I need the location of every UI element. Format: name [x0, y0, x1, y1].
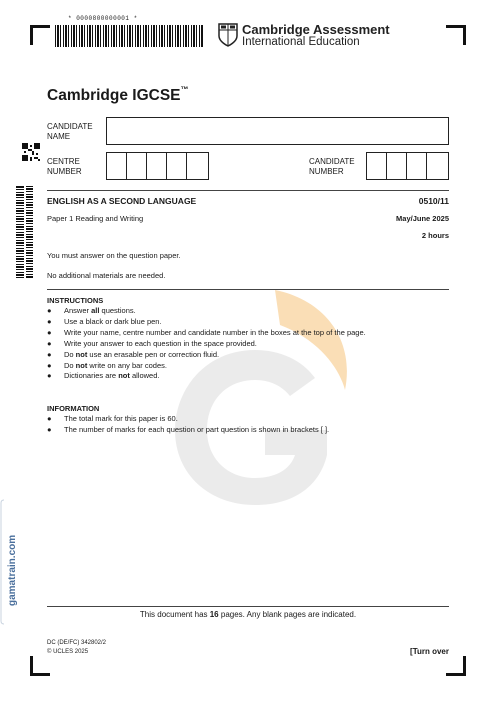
instruction-text: allowed. [129, 371, 160, 381]
page-count-post: pages. Any blank pages are indicated. [218, 610, 357, 619]
centre-number-label [47, 157, 82, 177]
crop-mark-bottom-left [30, 656, 50, 676]
syllabus-code: 0510/11 [418, 196, 449, 206]
divider [47, 606, 449, 607]
centre-number-label-line2: NUMBER [47, 167, 82, 176]
candidate-number-digit-box[interactable] [426, 152, 449, 180]
instruction-text: Answer [64, 306, 92, 315]
gamatrain-side-watermark [0, 498, 22, 626]
centre-number-digit-box[interactable] [166, 152, 187, 180]
instruction-item: ● Do not write on any bar codes. [47, 360, 167, 370]
logo-title: Cambridge Assessment [242, 22, 390, 37]
centre-number-digit-box[interactable] [146, 152, 167, 180]
instruction-text: write on any bar codes. [87, 360, 167, 370]
document-reference: DC (DE/FC) 342802/2 [47, 640, 107, 646]
qr-code-icon [22, 143, 40, 161]
information-heading: INFORMATION [47, 404, 100, 413]
instructions-heading: INSTRUCTIONS [47, 296, 104, 305]
information-section [47, 404, 449, 436]
information-list [47, 414, 449, 436]
candidate-name-label [47, 122, 93, 142]
instruction-emphasis: all [91, 306, 100, 315]
candidate-number-digit-box[interactable] [406, 152, 427, 180]
instruction-item: ● Write your answer to each question in the space provided. [47, 338, 257, 348]
crop-mark-top-right [446, 25, 466, 45]
instructions-list [47, 306, 449, 382]
instruction-text: Do [64, 360, 76, 370]
copyright: © UCLES 2025 [47, 649, 89, 655]
page-count-note [47, 610, 449, 619]
crop-mark-top-left [30, 25, 50, 45]
candidate-number-label-line1: CANDIDATE [309, 157, 355, 166]
candidate-name-label-line2: NAME [47, 132, 71, 141]
information-item: ● The total mark for this paper is 60. [47, 414, 178, 423]
divider [47, 190, 449, 191]
information-item: ● The number of marks for each question or part question is shown in brackets [ ]. [47, 424, 330, 434]
title-text: Cambridge IGCSE [47, 87, 181, 105]
page-count-pre: This document has [139, 610, 210, 619]
candidate-number-digit-box[interactable] [386, 152, 407, 180]
instruction-text: Write your name, centre number and candidate number in the boxes at the top of the page. [64, 327, 366, 337]
candidate-name-label-line1: CANDIDATE [47, 122, 93, 131]
instruction-text: Write your answer to each question in the space provided. [64, 338, 257, 348]
centre-number-label-line1: CENTRE [47, 157, 80, 166]
paper-name: Paper 1 Reading and Writing [47, 214, 144, 223]
barcode-number: * 0000800000001 * [68, 15, 138, 22]
instruction-text: questions. [99, 306, 136, 315]
candidate-number-label-line2: NUMBER [309, 167, 344, 176]
centre-number-digit-box[interactable] [106, 152, 127, 180]
centre-number-digit-box[interactable] [126, 152, 147, 180]
gamatrain-side-text: gamatrain.com [7, 534, 18, 606]
side-barcode-secondary [26, 186, 33, 278]
answer-note: You must answer on the question paper. [47, 251, 181, 260]
top-barcode [55, 25, 203, 47]
candidate-number-digit-box[interactable] [366, 152, 387, 180]
materials-note: No additional materials are needed. [47, 271, 166, 280]
exam-session: May/June 2025 [396, 214, 449, 223]
instruction-item: ● Use a black or dark blue pen. [47, 316, 162, 326]
instruction-item: ● Write your name, centre number and candidate number in the boxes at the top of the page. [47, 327, 366, 337]
instruction-item: ● Dictionaries are not allowed. [47, 371, 160, 381]
instruction-text: Dictionaries are [64, 371, 119, 381]
instruction-emphasis: not [118, 371, 130, 381]
candidate-number-label [309, 157, 355, 177]
instruction-text: Do [64, 349, 76, 359]
logo-subtitle: International Education [242, 36, 360, 48]
cambridge-shield-icon [218, 23, 238, 47]
instruction-item: ● Answer all questions. [47, 306, 136, 315]
information-text: The total mark for this paper is 60. [64, 414, 178, 423]
crop-mark-bottom-right [446, 656, 466, 676]
centre-number-digit-box[interactable] [186, 152, 209, 180]
page-title [47, 87, 189, 105]
instruction-text: Use a black or dark blue pen. [64, 316, 162, 326]
turn-over-note: [Turn over [410, 647, 449, 656]
instructions-section [47, 296, 449, 382]
subject-title: ENGLISH AS A SECOND LANGUAGE [47, 196, 197, 206]
instruction-item: ● Do not use an erasable pen or correction fluid. [47, 349, 220, 359]
instruction-emphasis: not [75, 349, 88, 359]
instruction-text: use an erasable pen or correction fluid. [87, 349, 220, 359]
instruction-emphasis: not [75, 360, 88, 370]
candidate-name-field[interactable] [106, 117, 449, 145]
information-text: The number of marks for each question or part question is shown in brackets [ ]. [64, 424, 330, 434]
trademark-mark: ™ [180, 85, 189, 94]
side-barcode [16, 186, 24, 278]
page-count-number: 16 [209, 610, 219, 619]
exam-duration: 2 hours [421, 231, 449, 240]
